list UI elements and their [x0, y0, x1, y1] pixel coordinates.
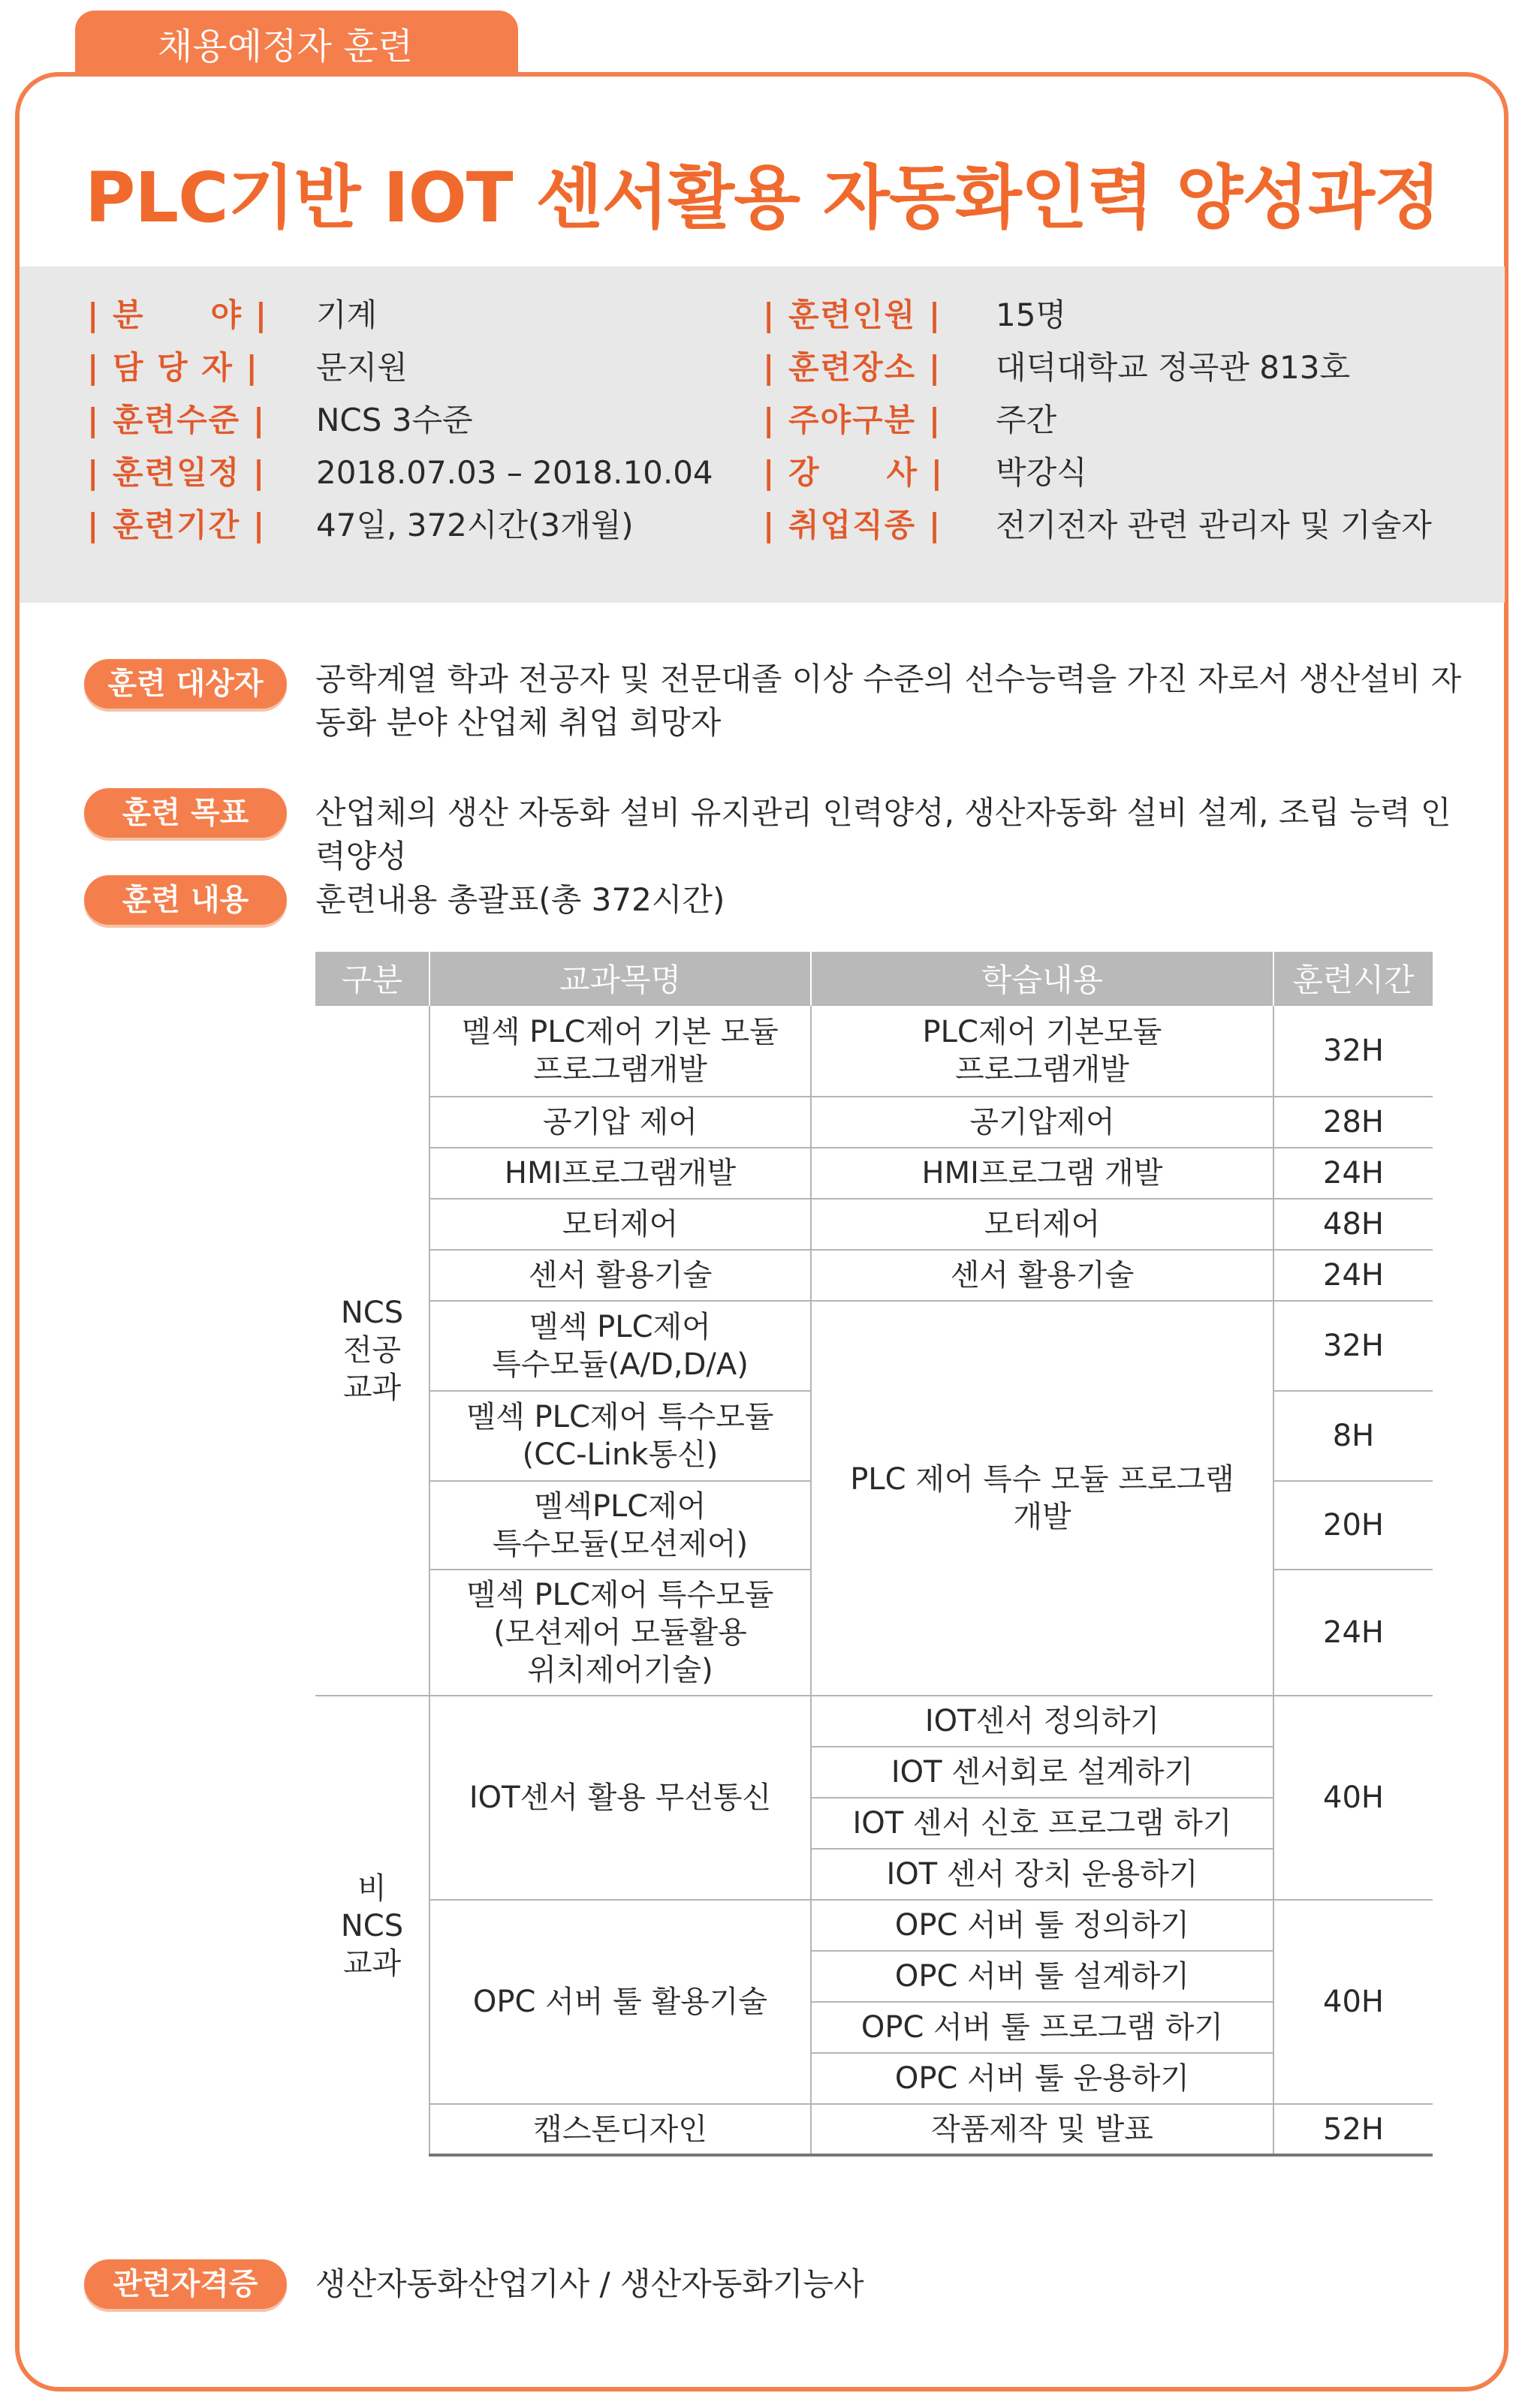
- content-cell: OPC 서버 툴 운용하기: [811, 2053, 1273, 2104]
- target-text: 공학계열 학과 전공자 및 전문대졸 이상 수준의 선수능력을 가진 자로서 생산설비 자동화 분야 산업체 취업 희망자: [315, 661, 1462, 741]
- goal-text: 산업체의 생산 자동화 설비 유지관리 인력양성, 생산자동화 설비 설계, 조립 능력 인력양성: [315, 794, 1451, 874]
- content-text: 훈련내용 총괄표(총 372시간): [315, 881, 725, 918]
- content-cell: 센서 활용기술: [811, 1250, 1273, 1301]
- subject-cell: 멜섹 PLC제어 기본 모듈 프로그램개발: [429, 1005, 811, 1097]
- info-value: 기계: [316, 296, 378, 333]
- info-label: | 강 사 |: [763, 454, 945, 491]
- table-header-row: [315, 952, 1433, 1005]
- hours-cell: 48H: [1273, 1199, 1433, 1250]
- table-row: [315, 1900, 1433, 1951]
- content-cell: OPC 서버 툴 설계하기: [811, 1951, 1273, 2002]
- goal-badge: 훈련 목표: [84, 788, 287, 838]
- info-label: | 훈련기간 |: [87, 507, 267, 543]
- subject-cell: IOT센서 활용 무선통신: [429, 1696, 811, 1900]
- hours-cell: 32H: [1273, 1301, 1433, 1391]
- subject-cell: 캡스톤디자인: [429, 2104, 811, 2155]
- header-category: 구분: [315, 952, 429, 1005]
- info-value: 주간: [996, 402, 1057, 438]
- table-row: [315, 1005, 1433, 1097]
- curriculum-table: [315, 952, 1433, 2157]
- subject-cell: 모터제어: [429, 1199, 811, 1250]
- page-title: PLC기반 IOT 센서활용 자동화인력 양성과정: [85, 158, 1440, 238]
- content-cell: HMI프로그램 개발: [811, 1148, 1273, 1199]
- info-label: | 취업직종 |: [763, 507, 942, 543]
- hours-cell: 20H: [1273, 1481, 1433, 1570]
- subject-cell: 공기압 제어: [429, 1097, 811, 1148]
- content-cell: OPC 서버 툴 프로그램 하기: [811, 2002, 1273, 2053]
- info-value: 2018.07.03 – 2018.10.04: [316, 454, 713, 491]
- hours-cell: 24H: [1273, 1148, 1433, 1199]
- info-label: | 담 당 자 |: [87, 349, 259, 386]
- content-cell: 모터제어: [811, 1199, 1273, 1250]
- content-cell: IOT 센서회로 설계하기: [811, 1747, 1273, 1798]
- table-row: [315, 1097, 1433, 1148]
- table-row: [315, 1250, 1433, 1301]
- info-label: | 훈련인원 |: [763, 296, 942, 333]
- group-non-ncs: 비 NCS 교과: [315, 1696, 429, 2155]
- content-cell: OPC 서버 툴 정의하기: [811, 1900, 1273, 1951]
- subject-cell: HMI프로그램개발: [429, 1148, 811, 1199]
- content-cell: PLC제어 기본모듈 프로그램개발: [811, 1005, 1273, 1097]
- course-type-tab: 채용예정자 훈련: [75, 11, 518, 86]
- subject-cell: 멜섹 PLC제어 특수모듈(A/D,D/A): [429, 1301, 811, 1391]
- subject-cell: 멜섹 PLC제어 특수모듈 (CC-Link통신): [429, 1391, 811, 1481]
- hours-cell: 24H: [1273, 1250, 1433, 1301]
- subject-cell: 멜섹PLC제어 특수모듈(모션제어): [429, 1481, 811, 1570]
- hours-cell: 52H: [1273, 2104, 1433, 2155]
- table-row: [315, 1301, 1433, 1391]
- content-badge: 훈련 내용: [84, 875, 287, 925]
- table-row: [315, 1199, 1433, 1250]
- certification-badge: 관련자격증: [84, 2259, 287, 2309]
- hours-cell: 40H: [1273, 1900, 1433, 2104]
- header-subject: 교과목명: [429, 952, 811, 1005]
- info-label: | 훈련일정 |: [87, 454, 267, 491]
- certification-text: 생산자동화산업기사 / 생산자동화기능사: [315, 2265, 864, 2302]
- group-ncs: NCS 전공 교과: [315, 1005, 429, 1696]
- info-label: | 주야구분 |: [763, 402, 942, 438]
- info-value: 47일, 372시간(3개월): [316, 507, 634, 543]
- subject-cell: 센서 활용기술: [429, 1250, 811, 1301]
- info-label: | 분 야 |: [87, 296, 269, 333]
- content-cell: 작품제작 및 발표: [811, 2104, 1273, 2155]
- info-value: NCS 3수준: [316, 402, 473, 438]
- content-cell: PLC 제어 특수 모듈 프로그램 개발: [811, 1301, 1273, 1696]
- info-value: 전기전자 관련 관리자 및 기술자: [996, 507, 1432, 543]
- subject-cell: 멜섹 PLC제어 특수모듈 (모션제어 모듈활용 위치제어기술): [429, 1570, 811, 1696]
- hours-cell: 8H: [1273, 1391, 1433, 1481]
- info-label: | 훈련장소 |: [763, 349, 942, 386]
- hours-cell: 28H: [1273, 1097, 1433, 1148]
- header-content: 학습내용: [811, 952, 1273, 1005]
- hours-cell: 40H: [1273, 1696, 1433, 1900]
- target-badge: 훈련 대상자: [84, 659, 287, 709]
- header-hours: 훈련시간: [1273, 952, 1433, 1005]
- info-value: 박강식: [996, 454, 1087, 491]
- info-value: 대덕대학교 정곡관 813호: [996, 349, 1351, 386]
- content-cell: IOT 센서 장치 운용하기: [811, 1849, 1273, 1900]
- content-cell: IOT 센서 신호 프로그램 하기: [811, 1798, 1273, 1849]
- table-row: [315, 1148, 1433, 1199]
- course-info-panel: [20, 266, 1505, 603]
- table-row: [315, 2104, 1433, 2155]
- info-label: | 훈련수준 |: [87, 402, 267, 438]
- hours-cell: 32H: [1273, 1005, 1433, 1097]
- info-value: 15명: [996, 296, 1067, 333]
- content-cell: 공기압제어: [811, 1097, 1273, 1148]
- content-cell: IOT센서 정의하기: [811, 1696, 1273, 1747]
- table-row: [315, 1696, 1433, 1747]
- info-value: 문지원: [316, 349, 408, 386]
- subject-cell: OPC 서버 툴 활용기술: [429, 1900, 811, 2104]
- hours-cell: 24H: [1273, 1570, 1433, 1696]
